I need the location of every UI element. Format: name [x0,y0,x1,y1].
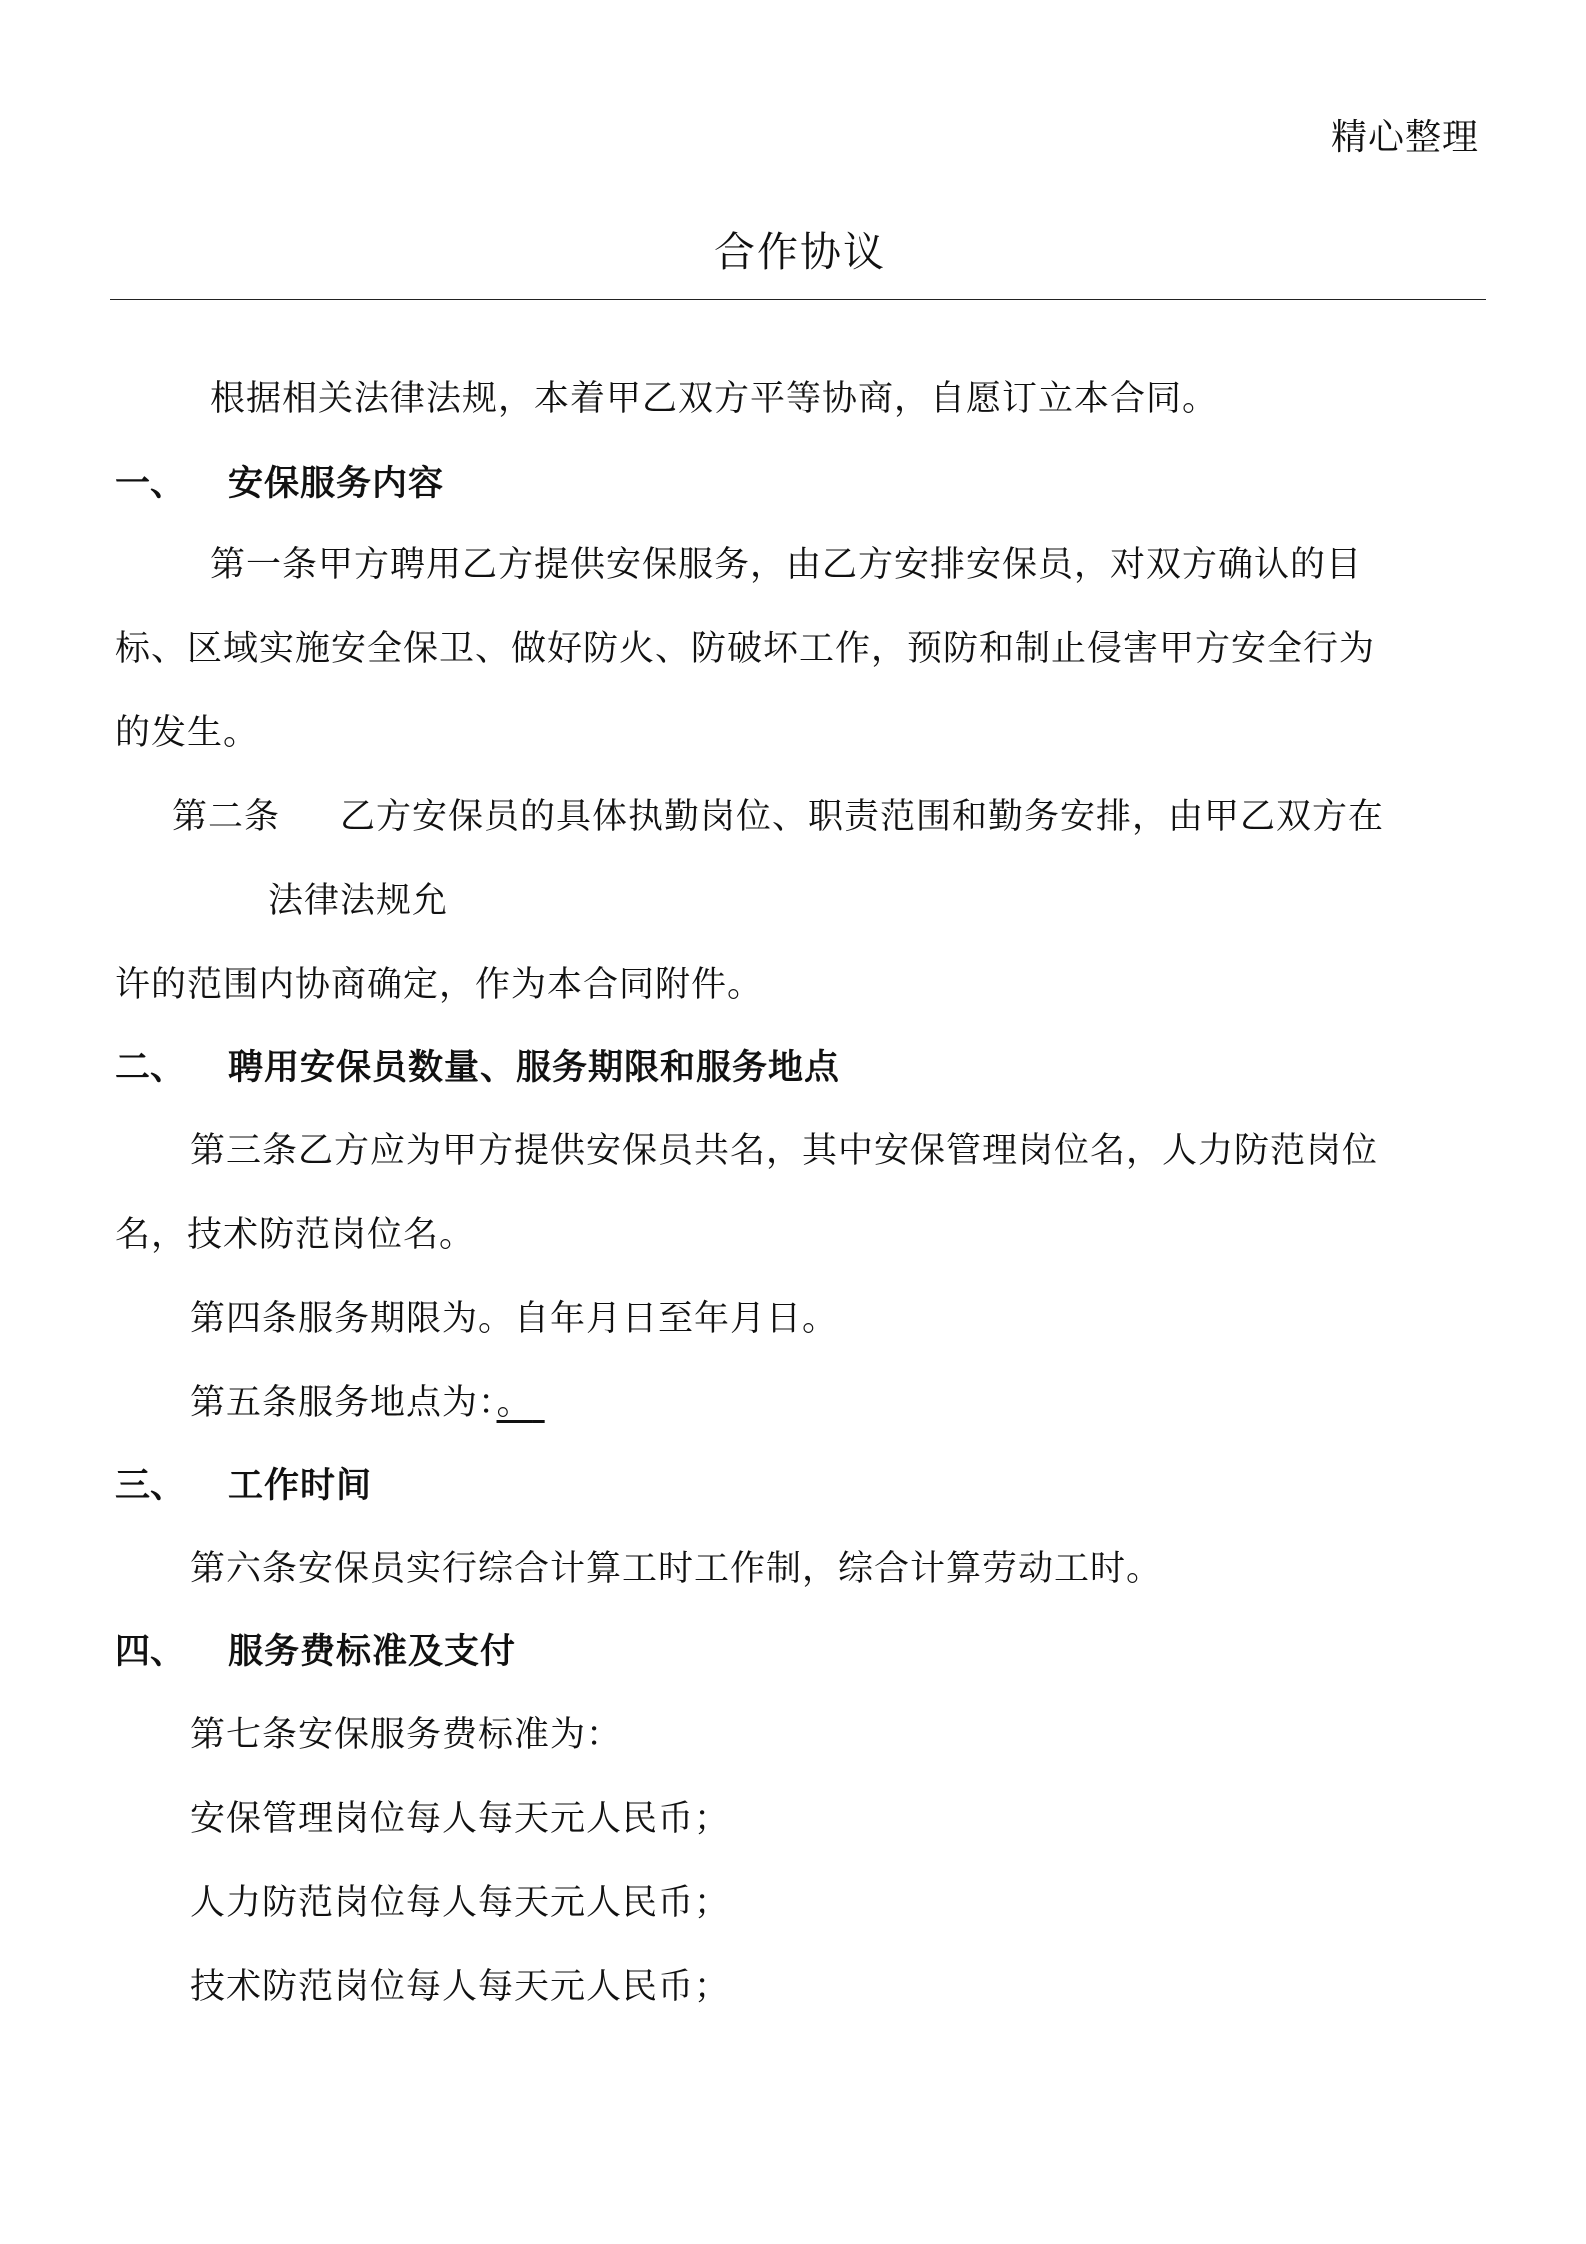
service-location-label: 第五条服务地点为： [190,1383,497,1423]
section-4-line-2: 安保管理岗位每人每天元人民币； [190,1799,731,1839]
section-1-line-6: 许的范围内协商确定，作为本合同附件。 [115,965,764,1005]
section-1-line-4: 乙方安保员的具体执勤岗位、职责范围和勤务安排，由甲乙双方在 [340,797,1385,837]
section-3-line-1: 第六条安保员实行综合计算工时工作制，综合计算劳动工时。 [190,1549,1163,1589]
title-rule [110,299,1486,300]
section-1-article-2-label: 第二条 [172,797,281,837]
section-2-line-3: 第四条服务期限为。自年月日至年月日。 [190,1299,839,1339]
section-2-heading: 聘用安保员数量、服务期限和服务地点 [228,1047,841,1088]
document-title: 合作协议 [714,228,886,276]
section-4-heading: 服务费标准及支付 [228,1631,517,1672]
section-1-line-2: 标、区域实施安全保卫、做好防火、防破坏工作，预防和制止侵害甲方安全行为 [115,629,1376,669]
section-2-line-4 [190,1383,545,1423]
section-4-number: 四、 [115,1631,186,1672]
section-4-line-3: 人力防范岗位每人每天元人民币； [190,1883,731,1923]
service-location-blank-space [533,1383,545,1423]
header-note: 精心整理 [1330,117,1479,158]
section-2-line-1: 第三条乙方应为甲方提供安保员共名，其中安保管理岗位名，人力防范岗位 [190,1131,1379,1171]
section-1-line-5: 法律法规允 [268,881,449,921]
section-3-number: 三、 [115,1465,186,1506]
section-1-line-3: 的发生。 [115,713,260,753]
section-2-line-2: 名，技术防范岗位名。 [115,1215,476,1255]
intro-paragraph: 根据相关法律法规，本着甲乙双方平等协商，自愿订立本合同。 [210,379,1219,419]
section-1-number: 一、 [115,463,186,504]
service-location-blank: 。 [496,1383,533,1423]
section-4-line-1: 第七条安保服务费标准为： [190,1715,623,1755]
section-4-line-4: 技术防范岗位每人每天元人民币； [190,1967,731,2007]
section-3-heading: 工作时间 [228,1465,373,1506]
section-1-heading: 安保服务内容 [228,463,445,504]
section-1-line-1: 第一条甲方聘用乙方提供安保服务，由乙方安排安保员，对双方确认的目 [210,545,1363,585]
section-2-number: 二、 [115,1047,186,1088]
